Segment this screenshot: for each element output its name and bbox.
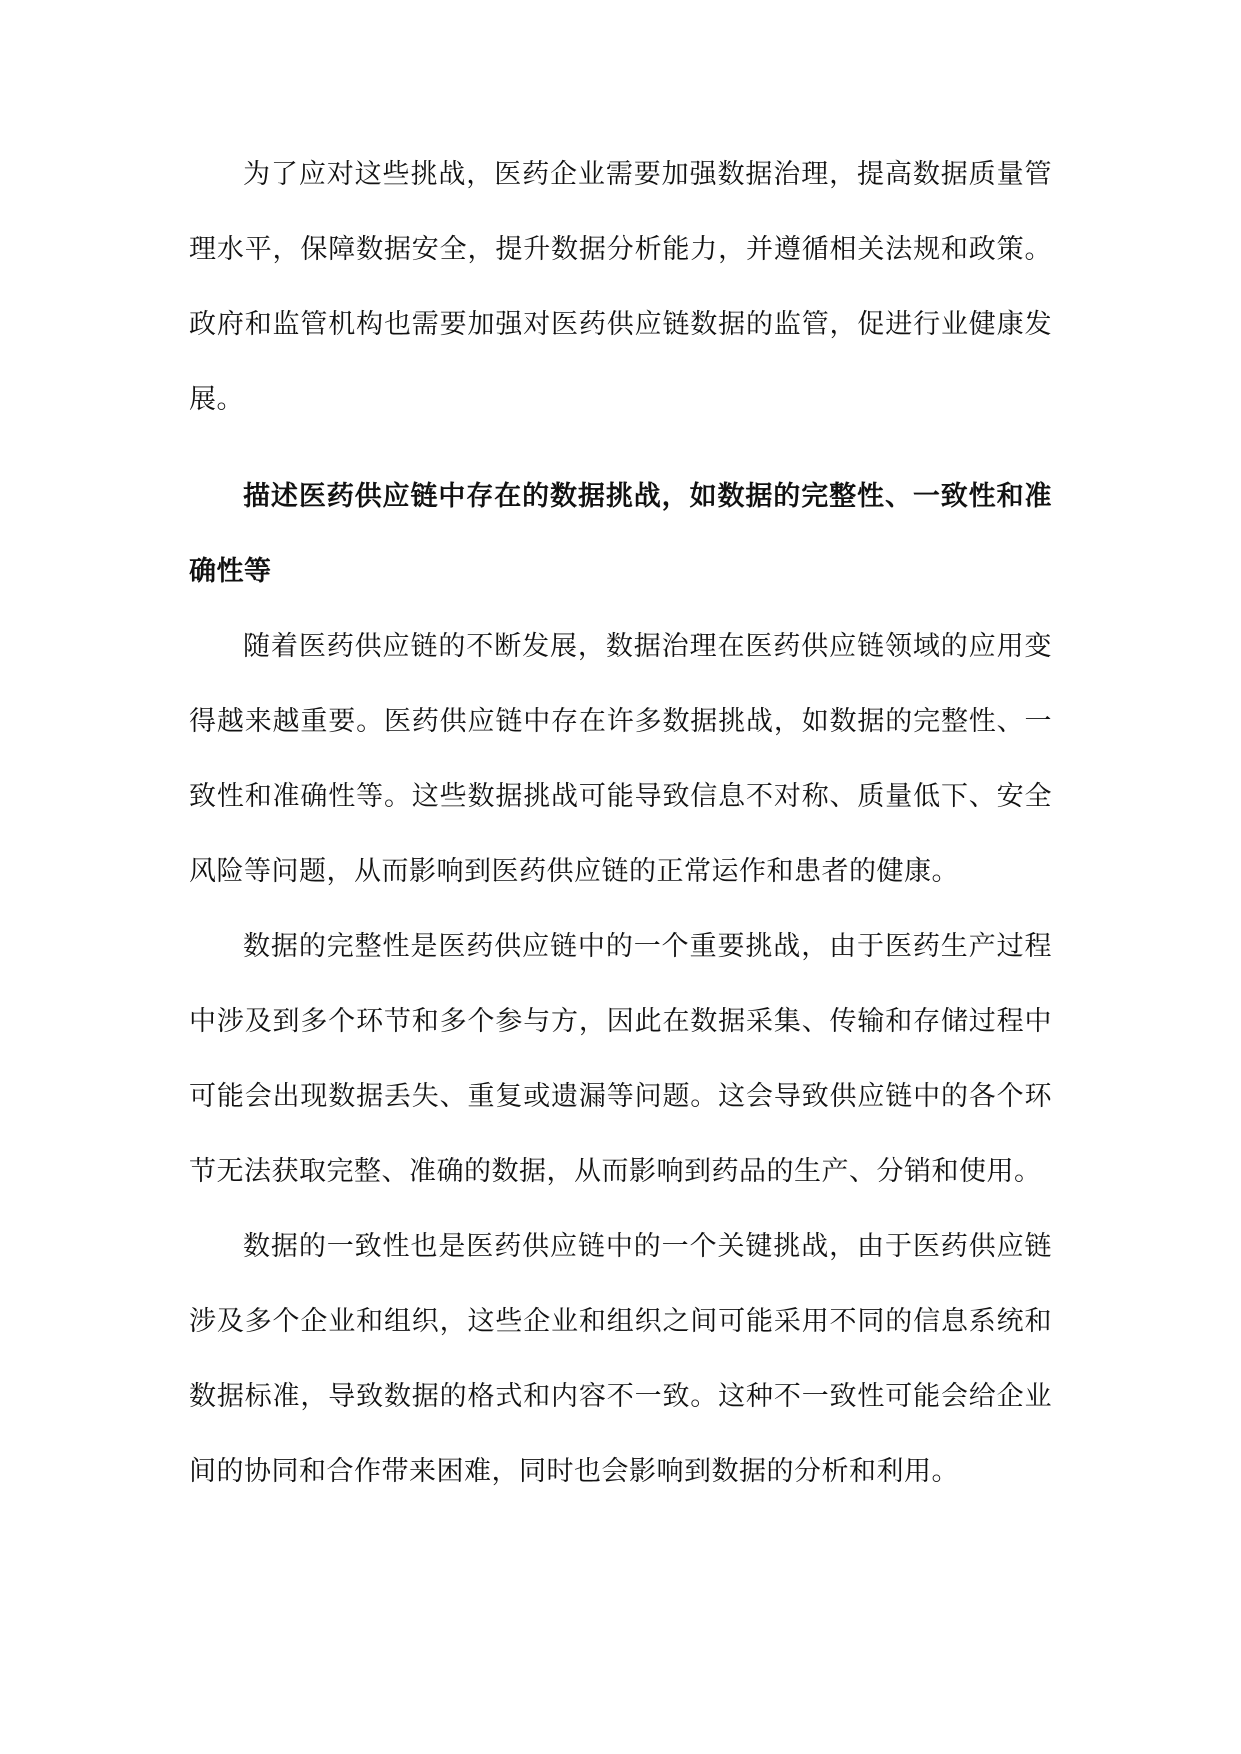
paragraph-consistency: 数据的一致性也是医药供应链中的一个关键挑战，由于医药供应链涉及多个企业和组织，这些企业和组织之间可能采用不同的信息系统和数据标准，导致数据的格式和内容不一致。这种不一致性可能会给企业间的协同和合作带来困难，同时也会影响到数据的分析和利用。 bbox=[189, 1231, 1052, 1487]
section-heading: 描述医药供应链中存在的数据挑战，如数据的完整性、一致性和准确性等 bbox=[189, 481, 1052, 587]
document-body bbox=[189, 137, 1052, 1509]
paragraph-intro: 为了应对这些挑战，医药企业需要加强数据治理，提高数据质量管理水平，保障数据安全，提升数据分析能力，并遵循相关法规和政策。政府和监管机构也需要加强对医药供应链数据的监管，促进行业健康发展。 bbox=[189, 159, 1052, 415]
paragraph-overview: 随着医药供应链的不断发展，数据治理在医药供应链领域的应用变得越来越重要。医药供应链中存在许多数据挑战，如数据的完整性、一致性和准确性等。这些数据挑战可能导致信息不对称、质量低下、安全风险等问题，从而影响到医药供应链的正常运作和患者的健康。 bbox=[189, 631, 1052, 887]
paragraph-completeness: 数据的完整性是医药供应链中的一个重要挑战，由于医药生产过程中涉及到多个环节和多个参与方，因此在数据采集、传输和存储过程中可能会出现数据丢失、重复或遗漏等问题。这会导致供应链中的各个环节无法获取完整、准确的数据，从而影响到药品的生产、分销和使用。 bbox=[189, 931, 1052, 1187]
